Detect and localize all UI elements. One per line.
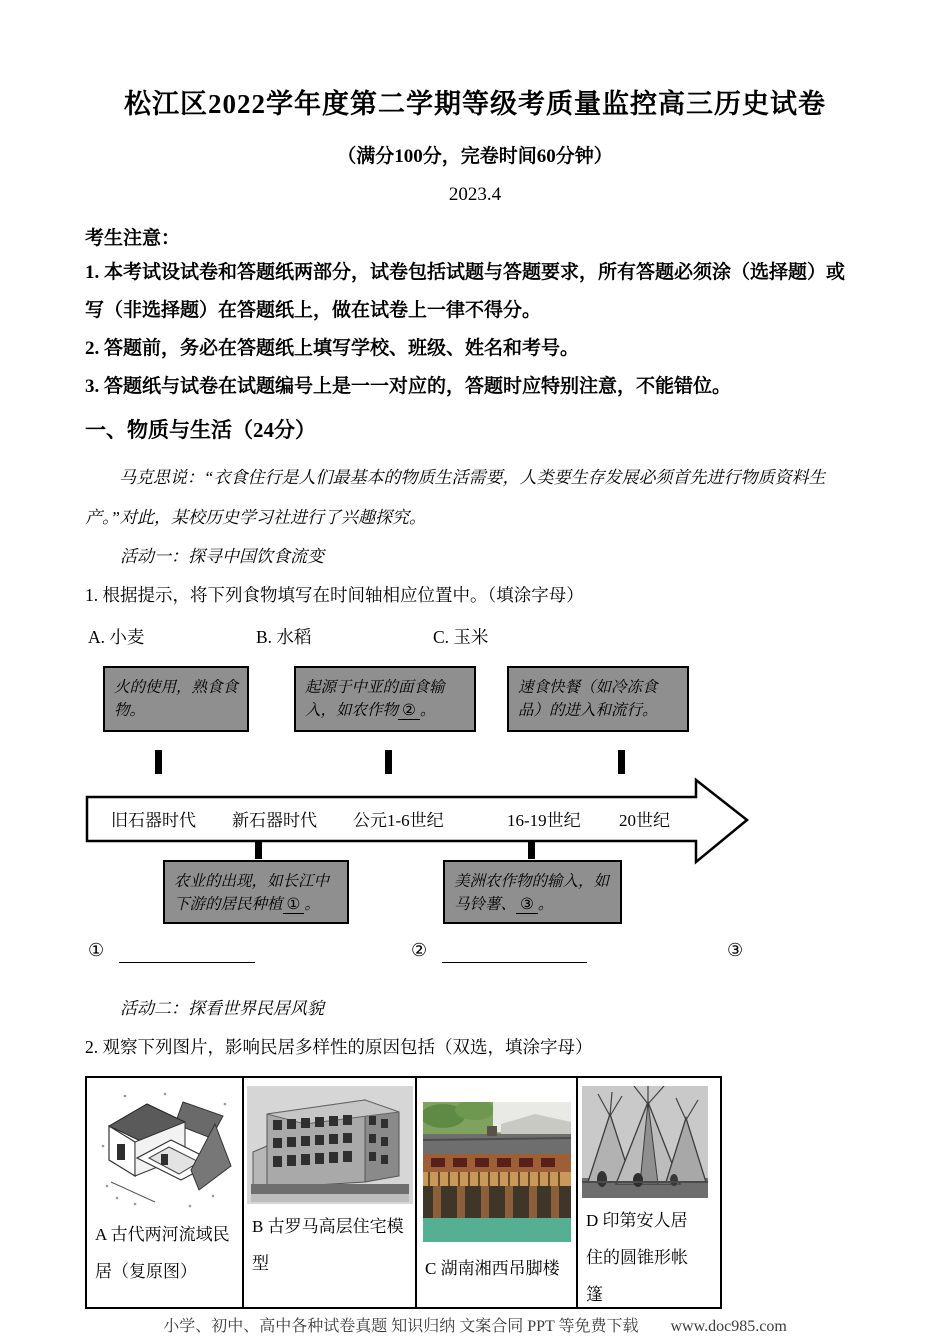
notice-item-2: 2. 答题前，务必在答题纸上填写学校、班级、姓名和考号。 [85, 338, 580, 359]
caption-c: C 湖南湘西吊脚楼 [425, 1259, 560, 1278]
answer-label-2: ② [411, 940, 428, 960]
option-c-corn: C. 玉米 [433, 627, 489, 647]
caption-a: A 古代两河流域民居（复原图） [95, 1225, 230, 1281]
option-a-wheat: A. 小麦 [88, 627, 145, 647]
table-cell-a [87, 1078, 244, 1307]
section-1-heading: 一、物质与生活（24分） [85, 418, 316, 442]
marx-quote-line-2: 产。”对此，某校历史学习社进行了兴趣探究。 [85, 508, 426, 527]
answer-blank-1[interactable] [119, 962, 255, 963]
timeline-note-fire: 火的使用，熟食食物。 [103, 666, 249, 732]
timeline-tick-top-3 [618, 750, 625, 774]
question-1-options [85, 624, 865, 650]
dwelling-pictures-table [85, 1076, 722, 1309]
timeline-note-american-crops [443, 860, 622, 924]
era-label-20th: 20世纪 [619, 811, 670, 830]
mesopotamian-dwelling-line-drawing [95, 1086, 235, 1212]
era-label-paleolithic: 旧石器时代 [111, 811, 196, 830]
answer-blank-2[interactable] [442, 962, 587, 963]
note-text: 。 [419, 702, 436, 719]
notice-item-1-line-2: 写（非选择题）在答题纸上，做在试卷上一律不得分。 [85, 300, 542, 321]
timeline-tick-top-1 [155, 750, 162, 774]
timeline-note-noodle-import [294, 666, 476, 732]
candidate-notice [85, 224, 865, 406]
table-cell-d [578, 1078, 712, 1307]
note-text: 农业的出现，如长江中下游的居民种植 [174, 873, 330, 913]
marx-quote-text-1: 马克思说：“衣食住行是人们最基本的物质生活需要，人类要生存发展必须首先进行物质资料生 [119, 468, 826, 487]
marx-quote-paragraph [85, 458, 865, 538]
era-label-neolithic: 新石器时代 [232, 811, 317, 830]
footer-site-url[interactable]: www.doc985.com [670, 1318, 787, 1335]
food-history-timeline-diagram [85, 658, 865, 926]
page-title: 松江区2022学年度第二学期等级考质量监控高三历史试卷 [124, 89, 826, 119]
question-2-text: 2. 观察下列图片，影响民居多样性的原因包括（双选，填涂字母） [85, 1037, 593, 1057]
option-b-rice: B. 水稻 [256, 627, 312, 647]
caption-b: B 古罗马高层住宅模型 [252, 1217, 404, 1273]
table-cell-b [244, 1078, 417, 1307]
roman-insula-model-photo [247, 1086, 413, 1204]
exam-date: 2023.4 [448, 184, 502, 205]
notice-item-1-line-1: 1. 本考试设试卷和答题纸两部分，试卷包括试题与答题要求，所有答题必须涂（选择题）或 [85, 262, 846, 283]
activity-2-label: 活动二：探看世界民居风貌 [120, 999, 324, 1018]
answer-label-3: ③ [727, 940, 744, 960]
page-footer [0, 1313, 950, 1336]
footer-promo-text: 小学、初中、高中各种试卷真题 知识归纳 文案合同 PPT 等免费下载 [163, 1318, 639, 1335]
caption-d: D 印第安人居住的圆锥形帐篷 [586, 1211, 688, 1304]
timeline-note-fast-food: 速食快餐（如冷冻食品）的进入和流行。 [507, 666, 689, 732]
table-cell-c [417, 1078, 578, 1307]
timeline-tick-top-2 [385, 750, 392, 774]
blank-1: ① [283, 896, 305, 914]
question-1-answer-line [85, 940, 865, 974]
indian-teepee-engraving [582, 1086, 708, 1198]
note-text: 起源于中亚的面食输入，如农作物 [305, 679, 445, 719]
era-label-ad-1-6: 公元1-6世纪 [353, 811, 444, 830]
blank-3: ③ [516, 896, 538, 914]
blank-2: ② [398, 702, 420, 720]
question-1-text: 1. 根据提示，将下列食物填写在时间轴相应位置中。（填涂字母） [85, 585, 584, 605]
era-label-16-19: 16-19世纪 [507, 811, 581, 830]
note-text: 美洲农作物的输入，如马铃薯、 [454, 873, 610, 913]
timeline-tick-bottom-2 [528, 840, 535, 859]
timeline-arrow [85, 776, 753, 868]
xiangxi-stilt-house-photo [423, 1102, 571, 1242]
answer-label-1: ① [88, 940, 105, 960]
exam-score-time-subtitle: （满分100分，完卷时间60分钟） [337, 146, 613, 167]
timeline-note-agriculture [163, 860, 349, 924]
activity-1-label: 活动一：探寻中国饮食流变 [120, 547, 324, 566]
note-text: 。 [304, 896, 320, 913]
marx-quote-line-1 [85, 458, 865, 498]
notice-heading: 考生注意： [85, 228, 181, 249]
note-text: 。 [537, 896, 554, 913]
notice-item-3: 3. 答题纸与试卷在试题编号上是一一对应的，答题时应特别注意，不能错位。 [85, 376, 732, 397]
timeline-tick-bottom-1 [255, 840, 262, 859]
